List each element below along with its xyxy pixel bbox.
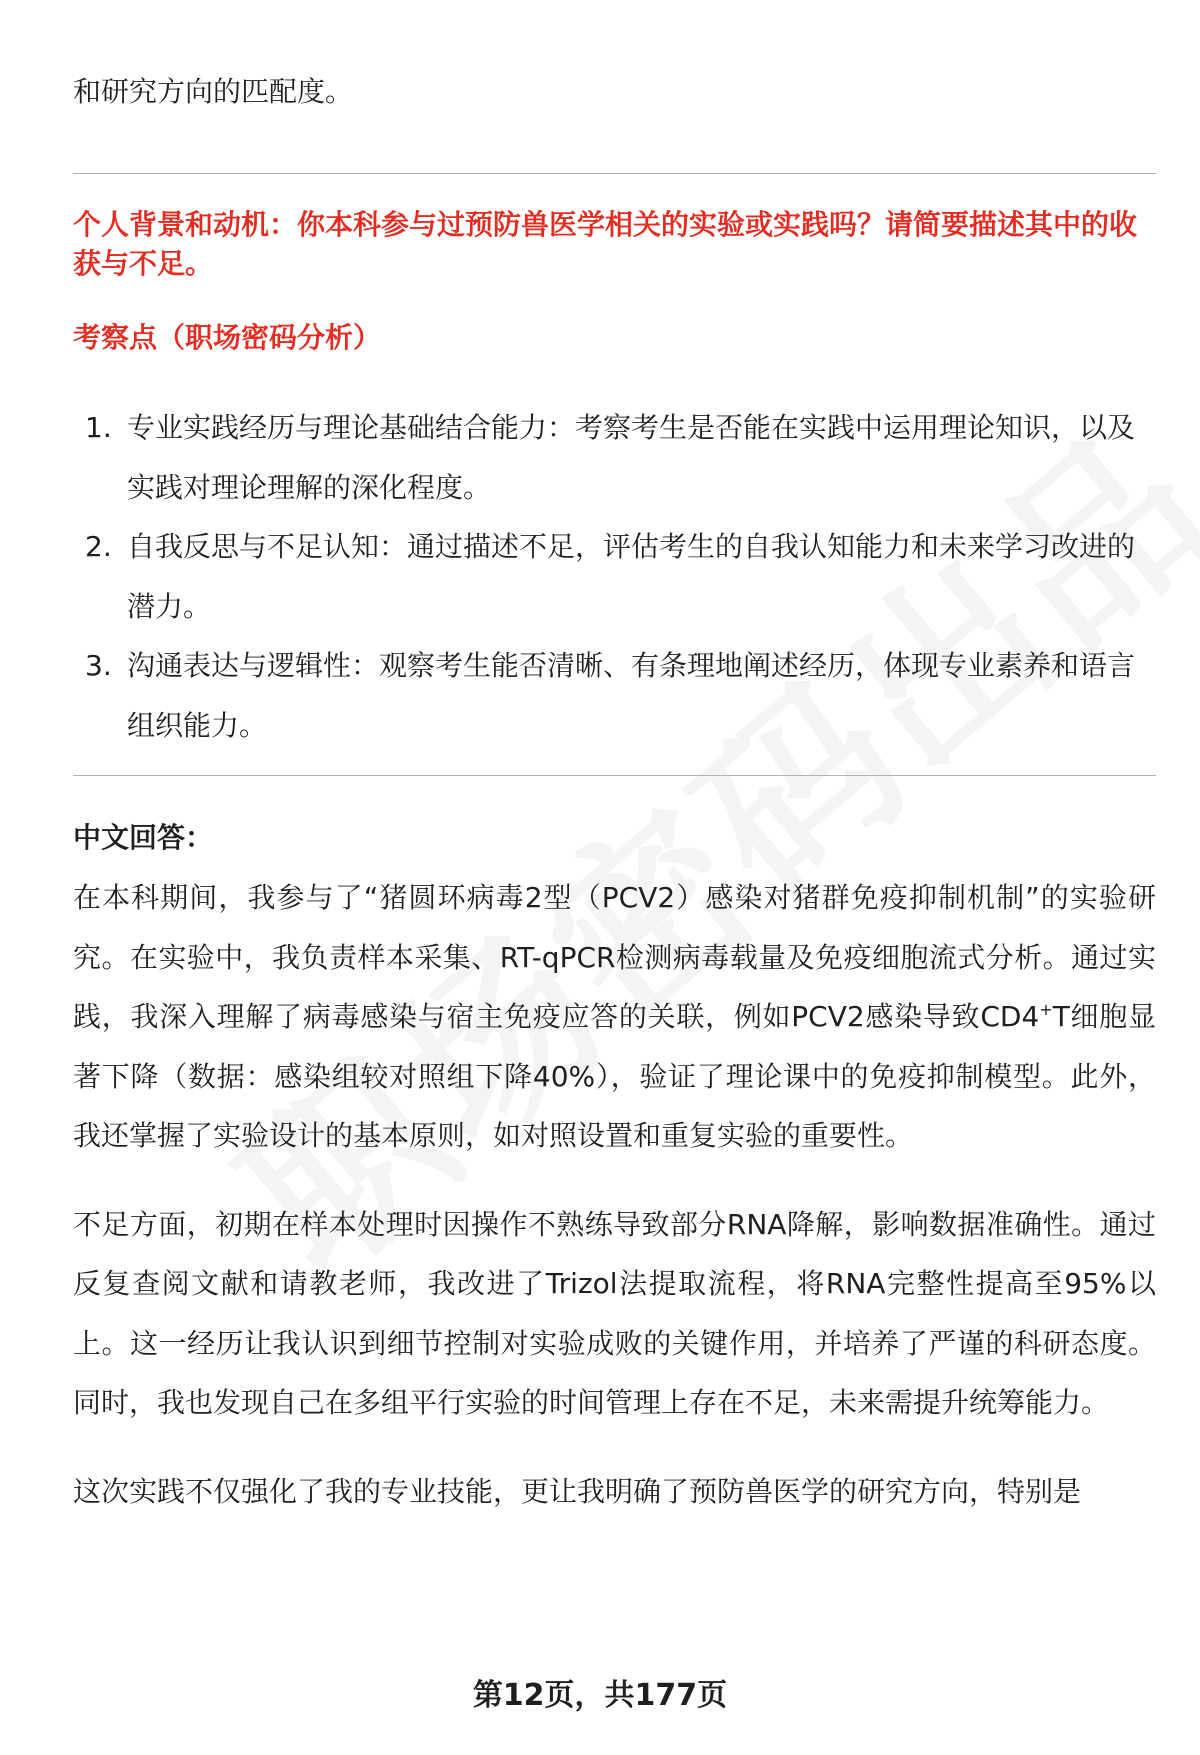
answer-text: T细胞显著下降（数据：感染组较对照组下降40%），验证了理论课中的免疫抑制模型。此外，我还掌握了实验设计的基本原则，如对照设置和重复实验的重要性。 (73, 1000, 1156, 1152)
page-number-footer: 第12页，共177页 (472, 1678, 728, 1713)
exam-points-list (73, 398, 1156, 755)
answer-paragraph: 这次实践不仅强化了我的专业技能，更让我明确了预防兽医学的研究方向，特别是 (73, 1474, 1082, 1508)
lead-text: 和研究方向的匹配度。 (73, 75, 354, 108)
answer-body (73, 868, 1156, 1550)
list-number: 2. (85, 530, 112, 563)
superscript-plus: + (1039, 1000, 1053, 1019)
answer-paragraph: 不足方面，初期在样本处理时因操作不熟练导致部分RNA降解，影响数据准确性。通过反复查阅文献和请教老师，我改进了Trizol法提取流程，将RNA完整性提高至95%以上。这一经历让我认识到细节控制对实验成败的关键作用，并培养了严谨的科研态度。同时，我也发现自己在多组平行实验的时间管理上存在不足，未来需提升统筹能力。 (73, 1207, 1156, 1419)
exam-point-item (73, 636, 1156, 755)
answer-paragraph (73, 868, 1156, 1166)
exam-point-text: 自我反思与不足认知：通过描述不足，评估考生的自我认知能力和未来学习改进的潜力。 (127, 530, 1136, 623)
list-number: 1. (85, 411, 112, 444)
list-number: 3. (85, 649, 112, 682)
section-divider (73, 173, 1156, 174)
exam-point-item (73, 517, 1156, 636)
exam-point-text: 专业实践经历与理论基础结合能力：考察考生是否能在实践中运用理论知识，以及实践对理论理解的深化程度。 (127, 411, 1136, 504)
section-divider (73, 775, 1156, 776)
exam-point-item (73, 398, 1156, 517)
exam-points-heading: 考察点（职场密码分析） (73, 321, 382, 354)
question-text: 个人背景和动机：你本科参与过预防兽医学相关的实验或实践吗？请简要描述其中的收获与不足。 (73, 208, 1138, 280)
answer-text: 在本科期间，我参与了“猪圆环病毒2型（PCV2）感染对猪群免疫抑制机制”的实验研究。在实验中，我负责样本采集、RT-qPCR检测病毒载量及免疫细胞流式分析。通过实践，我深入理解了病毒感染与宿主免疫应答的关联，例如PCV2感染导致CD4 (73, 881, 1156, 1033)
answer-heading: 中文回答： (73, 821, 214, 854)
exam-point-text: 沟通表达与逻辑性：观察考生能否清晰、有条理地阐述经历，体现专业素养和语言组织能力。 (127, 649, 1136, 742)
